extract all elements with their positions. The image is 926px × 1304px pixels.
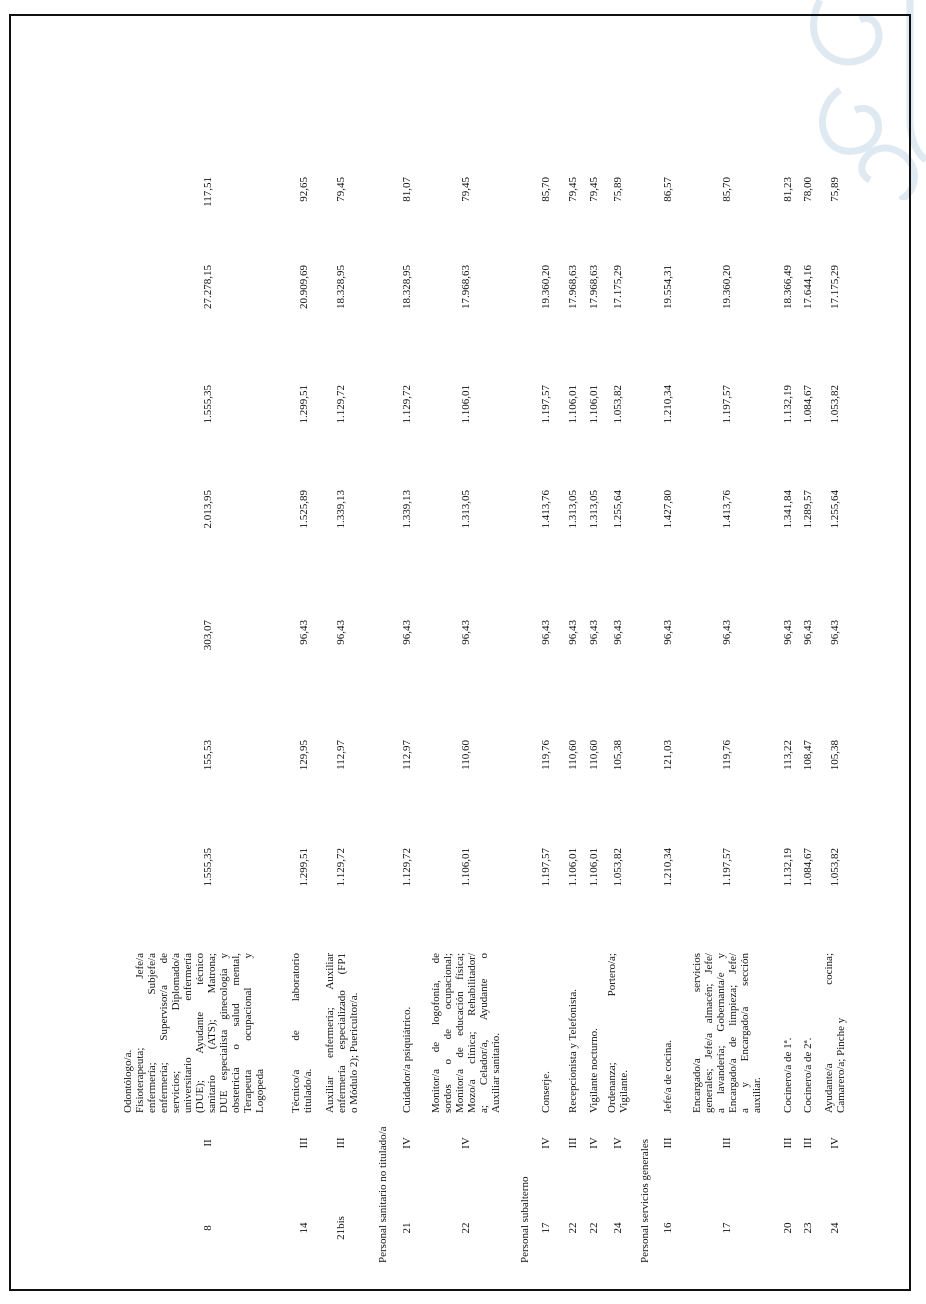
salary-value-col7: 79,45 xyxy=(460,177,472,202)
group-number: 20 xyxy=(782,1222,794,1234)
salary-value-col6: 17.968,63 xyxy=(588,265,600,309)
job-description-line: Jefe/a de cocina. xyxy=(662,1040,674,1113)
group-number: 21 xyxy=(401,1222,413,1234)
salary-value-col5: 1.053,82 xyxy=(829,385,841,424)
job-description-line: Fisioterapeuta; Jefe/a xyxy=(134,953,146,1113)
professional-level: IV xyxy=(540,1137,552,1149)
job-description-line: a y Encargado/a sección xyxy=(739,953,751,1113)
group-number: 22 xyxy=(588,1222,600,1234)
professional-level: III xyxy=(782,1137,794,1149)
salary-value-col7: 78,00 xyxy=(802,177,814,202)
salary-value-col6: 20.909,69 xyxy=(298,265,310,309)
professional-level: III xyxy=(298,1137,310,1149)
job-description-line: Encargado/a servicios xyxy=(691,953,703,1113)
salary-value-col4: 1.255,64 xyxy=(612,490,624,529)
professional-level: IV xyxy=(829,1137,841,1149)
salary-value-col2: 110,60 xyxy=(460,740,472,770)
section-heading: Personal sanitario no titulado/a xyxy=(377,1126,389,1263)
salary-value-col3: 96,43 xyxy=(662,620,674,645)
professional-level: III xyxy=(721,1137,733,1149)
job-description-line: Camarero/a; Pinche y xyxy=(835,1017,847,1113)
salary-value-col2: 110,60 xyxy=(588,740,600,770)
professional-level: IV xyxy=(612,1137,624,1149)
salary-value-col7: 79,45 xyxy=(567,177,579,202)
salary-value-col5: 1.106,01 xyxy=(567,385,579,424)
professional-level: III xyxy=(662,1137,674,1149)
salary-value-col2: 112,97 xyxy=(401,740,413,770)
salary-value-col1: 1.555,35 xyxy=(202,848,214,887)
professional-level: III xyxy=(802,1137,814,1149)
job-description-line: auxiliar. xyxy=(751,1077,763,1113)
job-description-line: Encargado/a de limpieza; Jefe/ xyxy=(727,953,739,1113)
group-number: 23 xyxy=(802,1222,814,1234)
salary-value-col4: 1.289,57 xyxy=(802,490,814,529)
salary-value-col2: 121,03 xyxy=(662,740,674,771)
salary-value-col2: 155,53 xyxy=(202,740,214,771)
salary-value-col1: 1.084,67 xyxy=(802,848,814,887)
salary-value-col4: 1.427,80 xyxy=(662,490,674,529)
job-description-line: Ayudante/a cocina; xyxy=(823,953,835,1113)
job-description-line: sanitario (ATS); Matrona; xyxy=(206,953,218,1113)
job-description-line: obstetricia o salud mental, xyxy=(230,953,242,1113)
salary-value-col1: 1.129,72 xyxy=(401,848,413,887)
salary-value-col1: 1.053,82 xyxy=(612,848,624,887)
salary-value-col3: 303,07 xyxy=(202,620,214,651)
salary-value-col2: 110,60 xyxy=(567,740,579,770)
salary-value-col3: 96,43 xyxy=(721,620,733,645)
salary-value-col6: 17.175,29 xyxy=(829,265,841,309)
salary-value-col4: 2.013,95 xyxy=(202,490,214,529)
salary-value-col5: 1.106,01 xyxy=(460,385,472,424)
salary-value-col2: 112,97 xyxy=(335,740,347,770)
salary-value-col1: 1.106,01 xyxy=(588,848,600,887)
job-description-line: Vigilante nocturno. xyxy=(588,1028,600,1113)
group-number: 22 xyxy=(567,1222,579,1234)
professional-level: IV xyxy=(401,1137,413,1149)
salary-value-col4: 1.313,05 xyxy=(460,490,472,529)
professional-level: IV xyxy=(588,1137,600,1149)
salary-value-col1: 1.197,57 xyxy=(540,848,552,887)
salary-value-col3: 96,43 xyxy=(612,620,624,645)
salary-value-col7: 85,70 xyxy=(540,177,552,202)
salary-value-col7: 92,65 xyxy=(298,177,310,202)
job-description-line: Recepcionista y Telefonista. xyxy=(567,989,579,1113)
group-number: 14 xyxy=(298,1222,310,1234)
salary-value-col2: 119,76 xyxy=(540,740,552,770)
salary-value-col5: 1.197,57 xyxy=(721,385,733,424)
salary-value-col1: 1.129,72 xyxy=(335,848,347,887)
job-description-line: o Módulo 2); Puericultor/a. xyxy=(348,992,360,1113)
salary-value-col6: 27.278,15 xyxy=(202,265,214,309)
salary-value-col3: 96,43 xyxy=(588,620,600,645)
group-number: 16 xyxy=(662,1222,674,1234)
job-description-line: (DUE); Ayudante técnico xyxy=(194,953,206,1113)
salary-value-col5: 1.555,35 xyxy=(202,385,214,424)
section-heading: Personal servicios generales xyxy=(639,1138,651,1263)
salary-value-col3: 96,43 xyxy=(540,620,552,645)
salary-value-col1: 1.299,51 xyxy=(298,848,310,887)
salary-value-col2: 108,47 xyxy=(802,740,814,771)
group-number: 24 xyxy=(829,1222,841,1234)
job-description-line: enfermería; Supervisor/a de xyxy=(158,953,170,1113)
job-description-line: a; Celador/a, Ayudante o xyxy=(478,953,490,1113)
job-description-line: Conserje. xyxy=(540,1071,552,1113)
salary-value-col7: 85,70 xyxy=(721,177,733,202)
job-description-line: Monitor/a de educación física; xyxy=(454,953,466,1113)
job-description-line: Técnico/a de laboratorio xyxy=(290,953,302,1113)
salary-value-col1: 1.132,19 xyxy=(782,848,794,887)
salary-value-col4: 1.525,89 xyxy=(298,490,310,529)
salary-value-col6: 17.968,63 xyxy=(460,265,472,309)
salary-value-col4: 1.339,13 xyxy=(335,490,347,529)
salary-value-col3: 96,43 xyxy=(335,620,347,645)
job-description-line: sordos o de ocupacional; xyxy=(442,953,454,1113)
job-description-line: universitario enfermería xyxy=(182,953,194,1113)
salary-value-col6: 19.360,20 xyxy=(721,265,733,309)
salary-value-col5: 1.053,82 xyxy=(612,385,624,424)
salary-value-col5: 1.210,34 xyxy=(662,385,674,424)
salary-value-col7: 81,23 xyxy=(782,177,794,202)
salary-value-col1: 1.053,82 xyxy=(829,848,841,887)
salary-value-col1: 1.210,34 xyxy=(662,848,674,887)
salary-value-col4: 1.255,64 xyxy=(829,490,841,529)
salary-value-col7: 117,51 xyxy=(202,177,214,207)
group-number: 24 xyxy=(612,1222,624,1234)
salary-value-col7: 86,57 xyxy=(662,177,674,202)
group-number: 22 xyxy=(460,1222,472,1234)
job-description-line: Cuidador/a psiquiátrico. xyxy=(401,1006,413,1113)
professional-level: III xyxy=(335,1137,347,1149)
salary-value-col4: 1.313,05 xyxy=(588,490,600,529)
job-description-line: DUE especialista ginecología y xyxy=(218,953,230,1113)
salary-value-col1: 1.106,01 xyxy=(567,848,579,887)
salary-value-col3: 96,43 xyxy=(401,620,413,645)
job-description-line: Auxiliar sanitario. xyxy=(490,1032,502,1113)
job-description-line: generales; Jefe/a almacén; Jefe/ xyxy=(703,953,715,1113)
salary-value-col2: 113,22 xyxy=(782,740,794,770)
salary-value-col2: 119,76 xyxy=(721,740,733,770)
job-description-line: enfermería especializado (FP1 xyxy=(336,953,348,1113)
job-description-line: Monitor/a de logofonía, de xyxy=(430,953,442,1113)
job-description-line: Cocinero/a de 1ª. xyxy=(782,1037,794,1113)
group-number: 8 xyxy=(202,1225,214,1231)
group-number: 17 xyxy=(721,1222,733,1234)
job-description-line: Auxiliar enfermería; Auxiliar xyxy=(324,953,336,1113)
salary-value-col4: 1.339,13 xyxy=(401,490,413,529)
salary-value-col6: 19.360,20 xyxy=(540,265,552,309)
salary-value-col5: 1.084,67 xyxy=(802,385,814,424)
salary-value-col6: 17.644,16 xyxy=(802,265,814,309)
job-description-line: Cocinero/a de 2ª. xyxy=(802,1037,814,1113)
salary-value-col7: 75,89 xyxy=(612,177,624,202)
group-number: 21bis xyxy=(335,1216,347,1240)
salary-value-col3: 96,43 xyxy=(460,620,472,645)
salary-value-col7: 79,45 xyxy=(335,177,347,202)
salary-value-col5: 1.106,01 xyxy=(588,385,600,424)
salary-value-col3: 96,43 xyxy=(829,620,841,645)
job-description-line: a lavandería; Gobernanta/e y xyxy=(715,953,727,1113)
salary-value-col5: 1.132,19 xyxy=(782,385,794,424)
job-description-line: Terapeuta ocupacional y xyxy=(242,953,254,1113)
job-description-line: servicios; Diplomado/a xyxy=(170,953,182,1113)
salary-value-col4: 1.413,76 xyxy=(540,490,552,529)
salary-value-col2: 105,38 xyxy=(612,740,624,771)
salary-value-col3: 96,43 xyxy=(802,620,814,645)
salary-value-col1: 1.197,57 xyxy=(721,848,733,887)
job-description-line: enfermería; Subjefe/a xyxy=(146,953,158,1113)
salary-value-col5: 1.129,72 xyxy=(401,385,413,424)
salary-value-col6: 19.554,31 xyxy=(662,265,674,309)
job-description-line: Odontólogo/a. xyxy=(122,1049,134,1113)
job-description-line: Mozo/a clínica; Rehabilitador/ xyxy=(466,953,478,1113)
group-number: 17 xyxy=(540,1222,552,1234)
salary-value-col3: 96,43 xyxy=(298,620,310,645)
salary-value-col7: 79,45 xyxy=(588,177,600,202)
salary-value-col5: 1.129,72 xyxy=(335,385,347,424)
salary-value-col5: 1.299,51 xyxy=(298,385,310,424)
salary-value-col7: 81,07 xyxy=(401,177,413,202)
job-description-line: Vigilante. xyxy=(618,1069,630,1113)
job-description-line: titulado/a. xyxy=(302,1068,314,1113)
professional-level: IV xyxy=(460,1137,472,1149)
salary-value-col4: 1.313,05 xyxy=(567,490,579,529)
job-description-line: Ordenanza; Portero/a; xyxy=(606,953,618,1113)
salary-value-col4: 1.413,76 xyxy=(721,490,733,529)
salary-value-col6: 18.366,49 xyxy=(782,265,794,309)
salary-value-col6: 18.328,95 xyxy=(335,265,347,309)
section-heading: Personal subalterno xyxy=(519,1176,531,1263)
salary-value-col2: 129,95 xyxy=(298,740,310,771)
job-description-line: Logopeda xyxy=(254,1069,266,1113)
salary-value-col2: 105,38 xyxy=(829,740,841,771)
salary-value-col5: 1.197,57 xyxy=(540,385,552,424)
salary-value-col6: 17.175,29 xyxy=(612,265,624,309)
salary-value-col3: 96,43 xyxy=(782,620,794,645)
professional-level: II xyxy=(202,1139,214,1147)
salary-value-col4: 1.341,84 xyxy=(782,490,794,529)
professional-level: III xyxy=(567,1137,579,1149)
salary-value-col6: 18.328,95 xyxy=(401,265,413,309)
salary-value-col6: 17.968,63 xyxy=(567,265,579,309)
salary-value-col3: 96,43 xyxy=(567,620,579,645)
salary-value-col1: 1.106,01 xyxy=(460,848,472,887)
salary-value-col7: 75,89 xyxy=(829,177,841,202)
